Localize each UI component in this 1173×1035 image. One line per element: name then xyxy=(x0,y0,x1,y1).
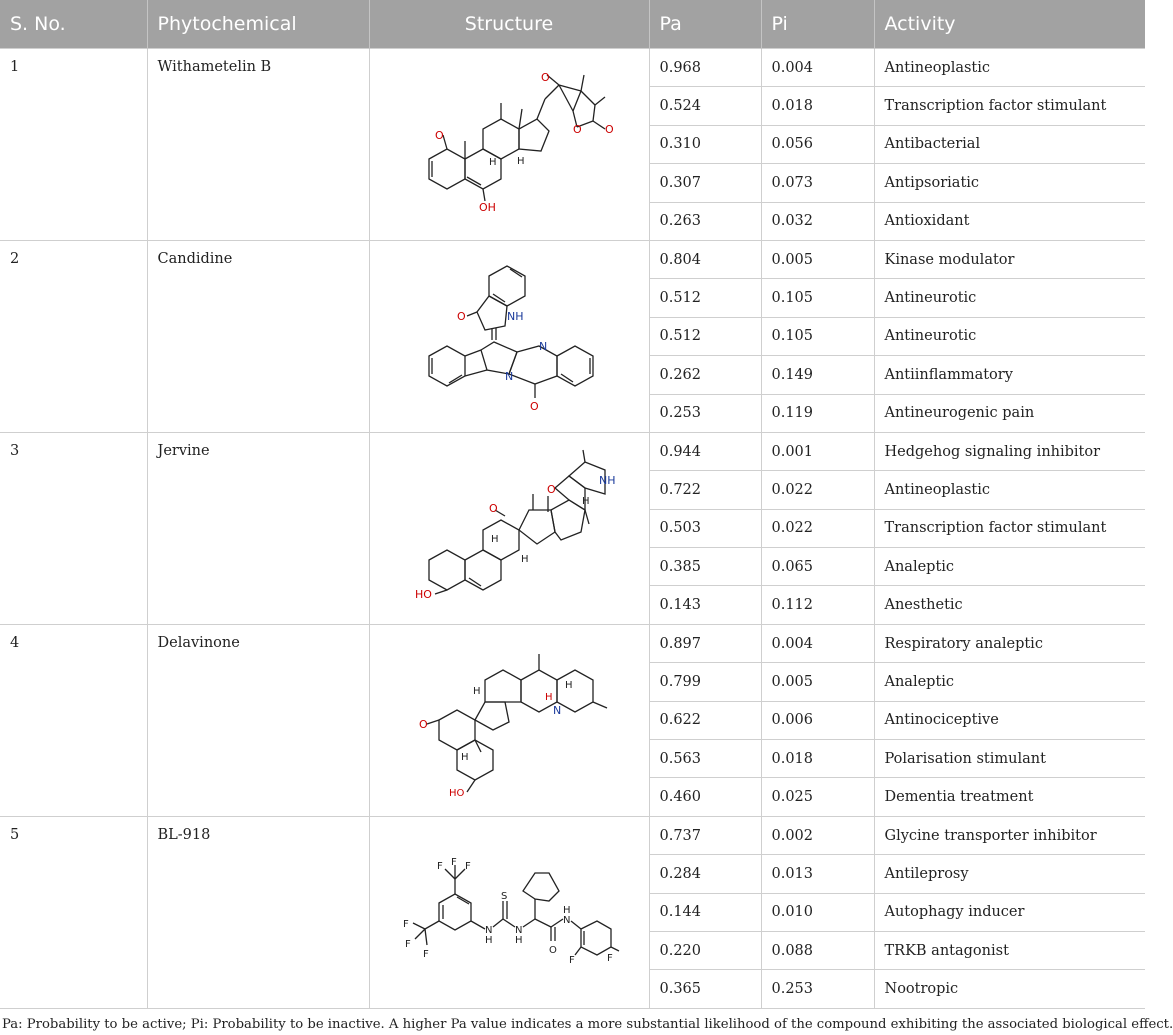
activity-cell: Antipsoriatic xyxy=(874,164,1145,202)
hydrogen-label: H xyxy=(521,554,529,566)
pa-cell: 0.897 xyxy=(649,624,761,662)
phytochemical-cell: Jervine xyxy=(147,432,369,624)
header-pi: Pi xyxy=(761,0,874,49)
structure-cell xyxy=(369,624,649,816)
table-row xyxy=(0,432,1145,470)
header-pa: Pa xyxy=(649,0,761,49)
pi-cell: 0.105 xyxy=(761,317,874,355)
pi-cell: 0.006 xyxy=(761,701,874,739)
table-row xyxy=(0,49,1145,87)
fluorine-label: F xyxy=(569,955,575,967)
activity-cell: Antineurogenic pain xyxy=(874,394,1145,432)
bl-918-structure-icon xyxy=(399,857,619,967)
pi-cell: 0.018 xyxy=(761,87,874,125)
hydrogen-label: H xyxy=(545,692,553,704)
activity-cell: TRKB antagonist xyxy=(874,931,1145,969)
activity-cell: Antiinflammatory xyxy=(874,356,1145,394)
hydrogen-label: H xyxy=(582,496,590,508)
pa-cell: 0.799 xyxy=(649,663,761,701)
pi-cell: 0.025 xyxy=(761,778,874,816)
pi-cell: 0.018 xyxy=(761,740,874,778)
phytochemical-cell: Candidine xyxy=(147,240,369,432)
oxygen-label: O xyxy=(549,945,557,957)
pa-cell: 0.365 xyxy=(649,970,761,1008)
header-row xyxy=(0,0,1145,49)
oxygen-label: O xyxy=(547,483,556,497)
nitrogen-label: N xyxy=(563,915,571,927)
hydrogen-label: H xyxy=(461,752,469,764)
activity-cell: Hedgehog signaling inhibitor xyxy=(874,432,1145,470)
structure-cell xyxy=(369,49,649,241)
activity-cell: Antineoplastic xyxy=(874,49,1145,87)
nitrogen-label: N xyxy=(515,925,523,937)
oxygen-label: O xyxy=(457,310,466,324)
sulfur-label: S xyxy=(501,891,508,903)
pa-cell: 0.262 xyxy=(649,356,761,394)
structure-cell xyxy=(369,432,649,624)
pi-cell: 0.065 xyxy=(761,548,874,586)
pi-cell: 0.253 xyxy=(761,970,874,1008)
pa-cell: 0.804 xyxy=(649,240,761,278)
hydrogen-label: H xyxy=(473,686,481,698)
fluorine-label: F xyxy=(465,861,471,873)
oxygen-label: O xyxy=(530,400,539,414)
candidine-structure-icon xyxy=(409,256,609,416)
pi-cell: 0.002 xyxy=(761,816,874,854)
nitrogen-label: N xyxy=(485,925,493,937)
activity-cell: Transcription factor stimulant xyxy=(874,87,1145,125)
nitrogen-label: N xyxy=(553,704,562,718)
pi-cell: 0.022 xyxy=(761,509,874,547)
pa-cell: 0.253 xyxy=(649,394,761,432)
delavinone-structure-icon xyxy=(409,640,609,800)
hydroxyl-label: HO xyxy=(415,588,432,602)
oxygen-label: O xyxy=(541,71,550,85)
nitrogen-label: NH xyxy=(599,474,616,488)
fluorine-label: F xyxy=(437,861,443,873)
pi-cell: 0.004 xyxy=(761,624,874,662)
pa-cell: 0.563 xyxy=(649,740,761,778)
pi-cell: 0.010 xyxy=(761,893,874,931)
hydrogen-label: H xyxy=(489,157,497,169)
pi-cell: 0.022 xyxy=(761,471,874,509)
oxygen-label: O xyxy=(489,502,498,516)
pa-cell: 0.512 xyxy=(649,317,761,355)
activity-cell: Antineurotic xyxy=(874,317,1145,355)
structure-cell xyxy=(369,240,649,432)
nitrogen-label: N xyxy=(539,340,548,354)
pa-cell: 0.460 xyxy=(649,778,761,816)
fluorine-label: F xyxy=(403,919,409,931)
activity-cell: Polarisation stimulant xyxy=(874,740,1145,778)
fluorine-label: F xyxy=(451,857,457,869)
withametelin-b-structure-icon xyxy=(409,69,614,219)
pi-cell: 0.005 xyxy=(761,240,874,278)
pi-cell: 0.005 xyxy=(761,663,874,701)
pa-cell: 0.144 xyxy=(649,893,761,931)
hydrogen-label: H xyxy=(485,935,493,947)
hydrogen-label: H xyxy=(491,534,499,546)
pa-cell: 0.737 xyxy=(649,816,761,854)
oxygen-label: O xyxy=(419,718,428,732)
activity-cell: Antibacterial xyxy=(874,125,1145,163)
sno-cell: 5 xyxy=(0,816,147,1008)
phytochemical-cell: Withametelin B xyxy=(147,49,369,241)
activity-cell: Dementia treatment xyxy=(874,778,1145,816)
phytochemical-cell: BL-918 xyxy=(147,816,369,1008)
phytochemical-cell: Delavinone xyxy=(147,624,369,816)
pa-cell: 0.944 xyxy=(649,432,761,470)
oxygen-label: O xyxy=(435,129,444,143)
activity-cell: Autophagy inducer xyxy=(874,893,1145,931)
activity-cell: Analeptic xyxy=(874,548,1145,586)
pi-cell: 0.032 xyxy=(761,202,874,240)
hydroxyl-label: OH xyxy=(479,201,496,215)
pa-cell: 0.284 xyxy=(649,855,761,893)
fluorine-label: F xyxy=(607,953,613,965)
hydrogen-label: H xyxy=(517,156,525,168)
activity-cell: Antineurotic xyxy=(874,279,1145,317)
activity-cell: Antileprosy xyxy=(874,855,1145,893)
nitrogen-label: NH xyxy=(507,310,524,324)
header-activity: Activity xyxy=(874,0,1145,49)
activity-cell: Antioxidant xyxy=(874,202,1145,240)
fluorine-label: F xyxy=(423,949,429,961)
activity-cell: Nootropic xyxy=(874,970,1145,1008)
activity-cell: Kinase modulator xyxy=(874,240,1145,278)
oxygen-label: O xyxy=(573,123,582,137)
activity-cell: Antineoplastic xyxy=(874,471,1145,509)
pa-cell: 0.310 xyxy=(649,125,761,163)
pa-cell: 0.263 xyxy=(649,202,761,240)
table-row xyxy=(0,624,1145,662)
header-structure: Structure xyxy=(369,0,649,49)
structure-cell xyxy=(369,816,649,1008)
pa-cell: 0.722 xyxy=(649,471,761,509)
pi-cell: 0.004 xyxy=(761,49,874,87)
pa-cell: 0.968 xyxy=(649,49,761,87)
fluorine-label: F xyxy=(405,939,411,951)
pi-cell: 0.056 xyxy=(761,125,874,163)
pi-cell: 0.073 xyxy=(761,164,874,202)
table-footnote: Pa: Probability to be active; Pi: Probability to be inactive. A higher Pa value indicates a more substantial likelihood of the compound exhibiting the associated biological effect. xyxy=(2,1017,1173,1032)
pa-cell: 0.503 xyxy=(649,509,761,547)
pa-cell: 0.220 xyxy=(649,931,761,969)
pa-cell: 0.307 xyxy=(649,164,761,202)
sno-cell: 3 xyxy=(0,432,147,624)
sno-cell: 2 xyxy=(0,240,147,432)
activity-cell: Antinociceptive xyxy=(874,701,1145,739)
sno-cell: 4 xyxy=(0,624,147,816)
hydrogen-label: H xyxy=(563,905,571,917)
oxygen-label: O xyxy=(605,123,614,137)
header-sno: S. No. xyxy=(0,0,147,49)
pi-cell: 0.149 xyxy=(761,356,874,394)
pi-cell: 0.088 xyxy=(761,931,874,969)
pa-cell: 0.143 xyxy=(649,586,761,624)
hydroxyl-label: HO xyxy=(449,788,465,800)
hydrogen-label: H xyxy=(515,935,523,947)
activity-cell: Respiratory analeptic xyxy=(874,624,1145,662)
pa-cell: 0.524 xyxy=(649,87,761,125)
hydrogen-label: H xyxy=(565,680,573,692)
activity-cell: Glycine transporter inhibitor xyxy=(874,816,1145,854)
pi-cell: 0.105 xyxy=(761,279,874,317)
header-phytochemical: Phytochemical xyxy=(147,0,369,49)
nitrogen-label: N xyxy=(505,370,514,384)
pi-cell: 0.001 xyxy=(761,432,874,470)
pa-cell: 0.512 xyxy=(649,279,761,317)
table-row xyxy=(0,240,1145,278)
pa-cell: 0.622 xyxy=(649,701,761,739)
table-row xyxy=(0,816,1145,854)
pi-cell: 0.112 xyxy=(761,586,874,624)
jervine-structure-icon xyxy=(409,448,616,608)
pi-cell: 0.013 xyxy=(761,855,874,893)
pi-cell: 0.119 xyxy=(761,394,874,432)
activity-cell: Anesthetic xyxy=(874,586,1145,624)
activity-cell: Transcription factor stimulant xyxy=(874,509,1145,547)
activity-cell: Analeptic xyxy=(874,663,1145,701)
sno-cell: 1 xyxy=(0,49,147,241)
pa-cell: 0.385 xyxy=(649,548,761,586)
